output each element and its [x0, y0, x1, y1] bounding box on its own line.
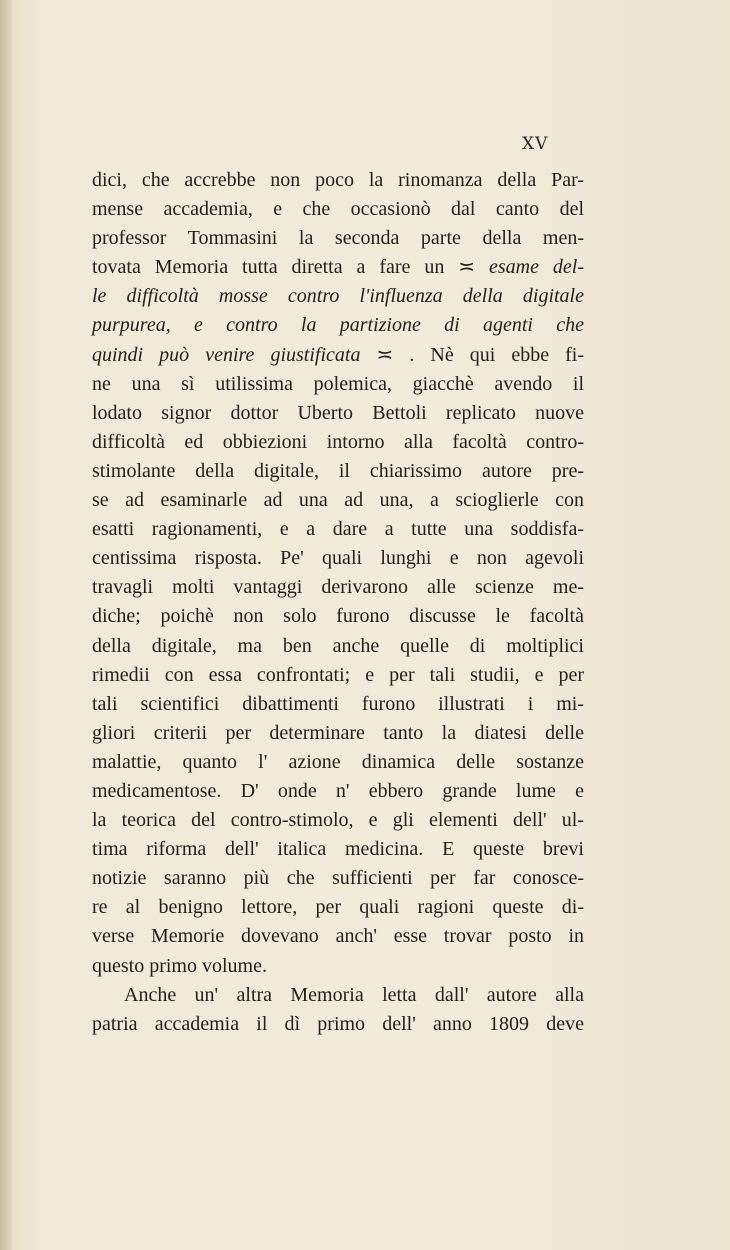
- text-segment: della digitale, ma ben anche quelle di moltiplici: [92, 634, 584, 657]
- text-line: [92, 370, 584, 399]
- text-line: [92, 253, 584, 282]
- text-line: [92, 224, 584, 253]
- text-segment: dici, che accrebbe non poco la rinomanza della Par-: [92, 169, 584, 191]
- text-line: [92, 602, 584, 631]
- text-line: [92, 922, 584, 951]
- text-segment: gliori criterii per determinare tanto la diatesi delle: [92, 721, 584, 744]
- text-line: [92, 719, 584, 748]
- italic-text-segment: esame del-: [488, 256, 584, 279]
- text-line: [92, 981, 584, 1010]
- text-line: [92, 486, 584, 515]
- text-line: [92, 835, 584, 864]
- text-line: [92, 1010, 584, 1039]
- text-segment: professor Tommasini la seconda parte della men-: [92, 227, 584, 250]
- body-text: [92, 166, 584, 1039]
- text-segment: stimolante della digitale, il chiarissimo autore pre-: [92, 459, 584, 482]
- text-segment: mense accademia, e che occasionò dal canto del: [92, 198, 584, 221]
- text-line: [92, 341, 584, 370]
- text-segment: lodato signor dottor Uberto Bettoli replicato nuove: [92, 401, 584, 424]
- text-line: [92, 311, 584, 340]
- text-line: [92, 166, 584, 195]
- italic-text-segment: purpurea, e contro la partizione di agenti che: [92, 314, 584, 337]
- text-line: [92, 864, 584, 893]
- text-segment: tali scientifici dibattimenti furono illustrati i mi-: [92, 692, 584, 715]
- text-line: [92, 399, 584, 428]
- italic-text-segment: le difficoltà mosse contro l'influenza della digitale: [92, 285, 584, 308]
- text-segment: ne una sì utilissima polemica, giacchè avendo il: [92, 372, 584, 395]
- text-segment: difficoltà ed obbiezioni intorno alla facoltà contro-: [92, 430, 584, 453]
- text-line: [92, 748, 584, 777]
- text-segment: centissima risposta. Pe' quali lunghi e non agevoli: [92, 547, 584, 570]
- text-segment: rimedii con essa confrontati; e per tali studii, e per: [92, 663, 584, 686]
- text-line: [92, 806, 584, 835]
- text-segment: malattie, quanto l' azione dinamica delle sostanze: [92, 750, 584, 773]
- text-line: [92, 195, 584, 224]
- text-segment: la teorica del contro-stimolo, e gli elementi dell' ul-: [92, 809, 584, 832]
- text-segment: patria accademia il dì primo dell' anno 1809 deve: [92, 1012, 584, 1035]
- text-segment: tima riforma dell' italica medicina. E queste brevi: [92, 838, 584, 861]
- page-binding-edge: [0, 0, 12, 1250]
- text-segment: questo primo volume.: [92, 954, 267, 977]
- text-line: [92, 544, 584, 573]
- text-line: [92, 893, 584, 922]
- text-segment: tovata Memoria tutta diretta a fare un ≍: [92, 256, 489, 279]
- text-line: [92, 661, 584, 690]
- text-segment: Anche un' altra Memoria letta dall' autore alla: [124, 983, 584, 1006]
- text-segment: ≍ . Nè qui ebbe fi-: [360, 343, 585, 366]
- text-line: [92, 952, 584, 981]
- text-line: [92, 573, 584, 602]
- text-segment: esatti ragionamenti, e a dare a tutte una soddisfa-: [92, 518, 584, 541]
- text-segment: travagli molti vantaggi derivarono alle scienze me-: [92, 576, 584, 599]
- text-segment: diche; poichè non solo furono discusse le facoltà: [92, 605, 584, 628]
- text-line: [92, 777, 584, 806]
- text-line: [92, 515, 584, 544]
- text-segment: re al benigno lettore, per quali ragioni queste di-: [92, 896, 584, 919]
- text-line: [92, 282, 584, 311]
- text-line: [92, 632, 584, 661]
- text-segment: se ad esaminarle ad una ad una, a scioglierle con: [92, 489, 584, 512]
- text-line: [92, 428, 584, 457]
- text-segment: notizie saranno più che sufficienti per far conosce-: [92, 867, 584, 890]
- text-segment: verse Memorie dovevano anch' esse trovar posto in: [92, 925, 584, 948]
- page-number: XV: [522, 134, 549, 154]
- text-segment: medicamentose. D' onde n' ebbero grande lume e: [92, 779, 584, 802]
- text-line: [92, 690, 584, 719]
- text-line: [92, 457, 584, 486]
- italic-text-segment: quindi può venire giustificata: [92, 343, 361, 366]
